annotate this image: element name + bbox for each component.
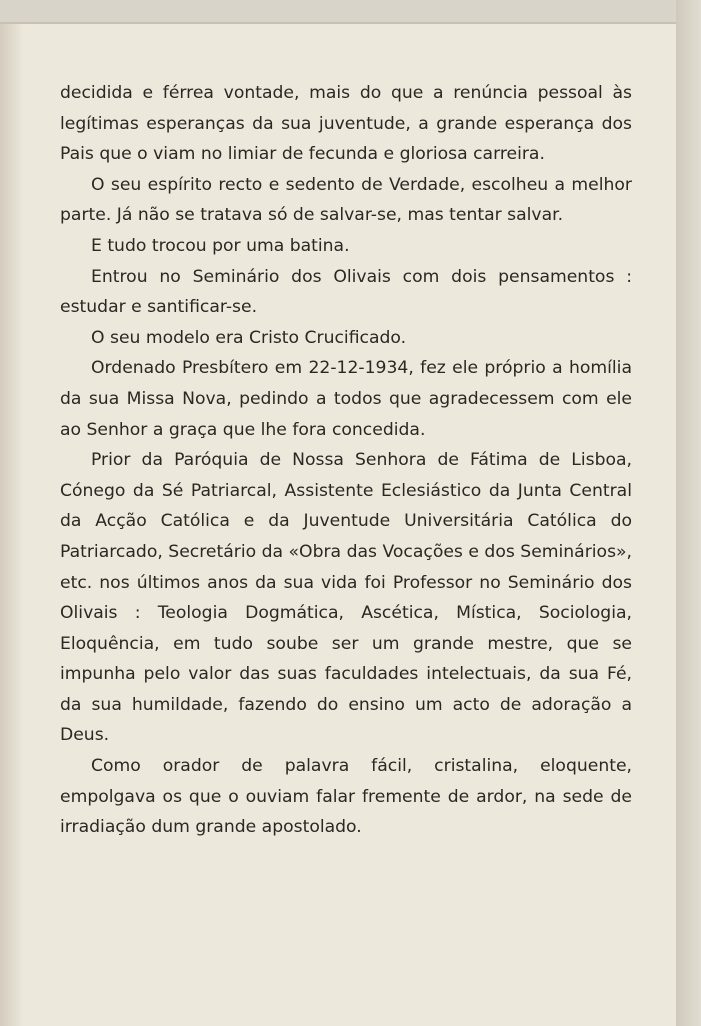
page-edge-right [676,0,701,1026]
paragraph-3: E tudo trocou por uma batina. [91,235,350,256]
paragraph-5: O seu modelo era Cristo Crucificado. [91,327,407,348]
paragraph-8: Como orador de palavra fácil, cristalina, eloquente, empolgava os que o ouviam falar fremente de ardor, na sede de irradiação dum grande apostolado. [60,756,632,838]
paragraph-2: O seu espírito recto e sedento de Verdade, escolheu a melhor parte. Já não se tratava só de salvar-se, mas tentar salvar. [60,174,632,226]
paragraph-6: Ordenado Presbítero em 22-12-1934, fez ele próprio a homília da sua Missa Nova, pedindo a todos que agradecessem com ele ao Senhor a graça que lhe fora concedida. [60,358,632,440]
document-body [60,78,632,843]
paragraph-1: decidida e férrea vontade, mais do que a renúncia pessoal às legítimas esperanças da sua juventude, a grande esperança dos Pais que o viam no limiar de fecunda e gloriosa carreira. [60,83,632,165]
page-binding-shadow [0,24,22,1026]
paragraph-4: Entrou no Seminário dos Olivais com dois pensamentos : estudar e santificar-se. [60,266,632,318]
paragraph-7: Prior da Paróquia de Nossa Senhora de Fátima de Lisboa, Cónego da Sé Patriarcal, Assistente Eclesiástico da Junta Central da Acção Católica e da Juventude Universitária Católica do Patriarcado, Secretário da «Obra das Vocações e dos Seminários», etc. nos últimos anos da sua vida foi Professor no Seminário dos Olivais : Teologia Dogmática, Ascética, Mística, Sociologia, Eloquência, em tudo soube ser um grande mestre, que se impunha pelo valor das suas faculdades intelectuais, da sua Fé, da sua humildade, fazendo do ensino um acto de adoração a Deus. [60,450,632,746]
